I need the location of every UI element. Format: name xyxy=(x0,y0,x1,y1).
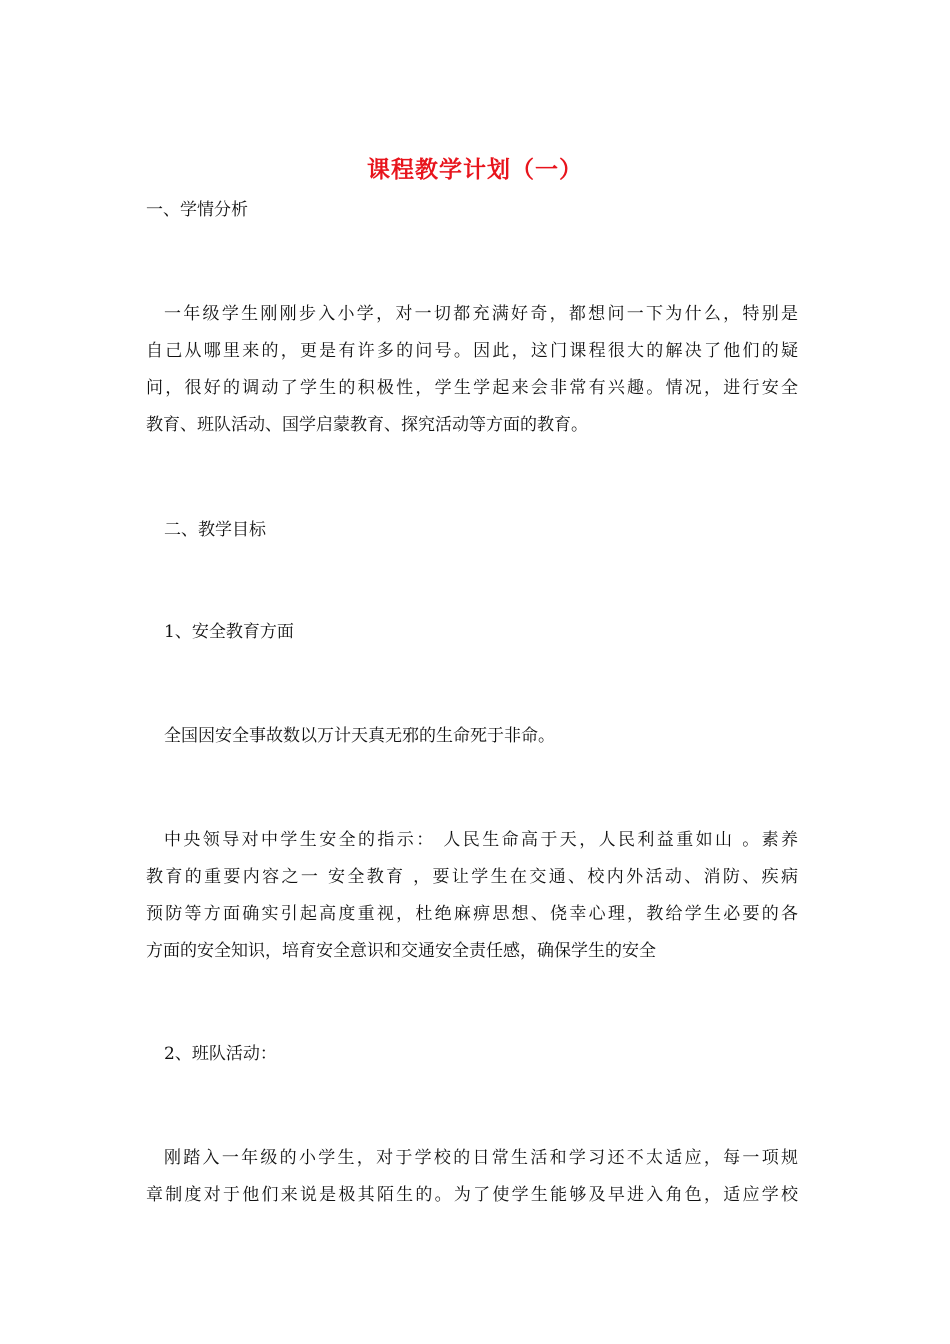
paragraph-line: 问，很好的调动了学生的积极性，学生学起来会非常有兴趣。情况，进行安全 xyxy=(146,378,798,398)
paragraph-class-activities xyxy=(146,1140,798,1214)
paragraph-safety-intro: 全国因安全事故数以万计天真无邪的生命死于非命。 xyxy=(164,726,555,746)
paragraph-line: 教育的重要内容之一 安全教育 ，要让学生在交通、校内外活动、消防、疾病 xyxy=(146,867,798,887)
paragraph-line: 一年级学生刚刚步入小学，对一切都充满好奇，都想问一下为什么，特别是 xyxy=(164,304,798,324)
paragraph-line: 预防等方面确实引起高度重视，杜绝麻痹思想、侥幸心理，教给学生必要的各 xyxy=(146,904,798,924)
document-title: 课程教学计划（一） xyxy=(367,156,583,183)
section-heading-learning-analysis: 一、学情分析 xyxy=(146,200,248,220)
paragraph-line: 中央领导对中学生安全的指示： 人民生命高于天，人民利益重如山 。素养 xyxy=(164,830,798,850)
paragraph-line: 刚踏入一年级的小学生，对于学校的日常生活和学习还不太适应，每一项规 xyxy=(164,1148,798,1168)
paragraph-line: 方面的安全知识，培育安全意识和交通安全责任感，确保学生的安全 xyxy=(146,941,656,961)
section-heading-teaching-goals: 二、教学目标 xyxy=(164,520,266,540)
subsection-heading-safety: 1、安全教育方面 xyxy=(164,622,294,642)
paragraph-safety-directive xyxy=(146,822,798,970)
subsection-heading-class-activities: 2、班队活动： xyxy=(164,1044,277,1064)
paragraph-line: 章制度对于他们来说是极其陌生的。为了使学生能够及早进入角色，适应学校 xyxy=(146,1185,798,1205)
paragraph-line: 教育、班队活动、国学启蒙教育、探究活动等方面的教育。 xyxy=(146,415,588,435)
paragraph-line: 自己从哪里来的，更是有许多的问号。因此，这门课程很大的解决了他们的疑 xyxy=(146,341,798,361)
paragraph-learning-analysis xyxy=(146,296,798,444)
